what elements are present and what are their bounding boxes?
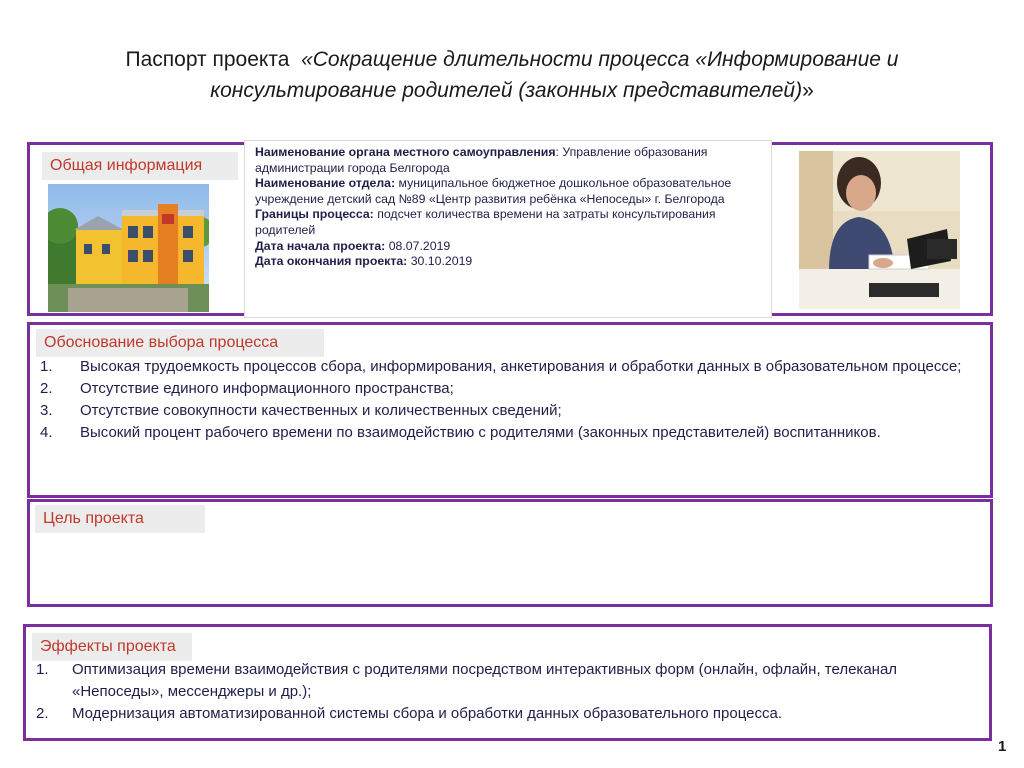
woman-at-desk-image <box>799 151 960 309</box>
effects-list <box>36 659 980 725</box>
kindergarten-building-image <box>48 184 209 312</box>
list-item: 4. Высокий процент рабочего времени по взаимодействию с родителями (законных представителей) воспитанников. <box>40 424 881 441</box>
info-field-end-date: Дата окончания проекта: 30.10.2019 <box>255 254 473 269</box>
info-field-department: Наименование отдела: муниципальное бюджетное дошкольное образовательное учреждение детский сад №89 «Центр развития ребёнка «Непоседы» г. Белгорода <box>255 176 732 206</box>
general-info-text <box>255 145 761 270</box>
info-field-authority: Наименование органа местного самоуправления: Управление образования администрации города Белгорода <box>255 145 708 175</box>
slide-title <box>40 44 984 106</box>
justification-list <box>40 356 984 444</box>
title-suffix: » <box>802 79 814 102</box>
effects-tag: Эффекты проекта <box>32 633 192 661</box>
justification-tag: Обоснование выбора процесса <box>36 329 324 357</box>
title-prefix: Паспорт проекта <box>125 48 290 71</box>
general-info-tag: Общая информация <box>42 152 238 180</box>
list-item: 2. Отсутствие единого информационного пространства; <box>40 380 454 397</box>
goal-tag: Цель проекта <box>35 505 205 533</box>
info-field-boundaries: Границы процесса: подсчет количества времени на затраты консультирования родителей <box>255 207 716 237</box>
list-item: 1. Высокая трудоемкость процессов сбора, информирования, анкетирования и обработки данных в образовательном процессе; <box>40 358 962 375</box>
kindergarten-photo <box>48 184 209 312</box>
title-italic: «Сокращение длительности процесса «Информирование и консультирование родителей (законных представителей) <box>210 48 899 102</box>
info-field-start-date: Дата начала проекта: 08.07.2019 <box>255 238 451 253</box>
page-number: 1 <box>998 738 1007 755</box>
staff-photo <box>799 151 960 309</box>
list-item: 2. Модернизация автоматизированной системы сбора и обработки данных образовательного процесса. <box>36 705 783 722</box>
list-item: 1. Оптимизация времени взаимодействия с родителями посредством интерактивных форм (онлайн, офлайн, телеканал «Непоседы», мессенджеры и др.); <box>36 661 898 700</box>
list-item: 3. Отсутствие совокупности качественных и количественных сведений; <box>40 402 562 419</box>
